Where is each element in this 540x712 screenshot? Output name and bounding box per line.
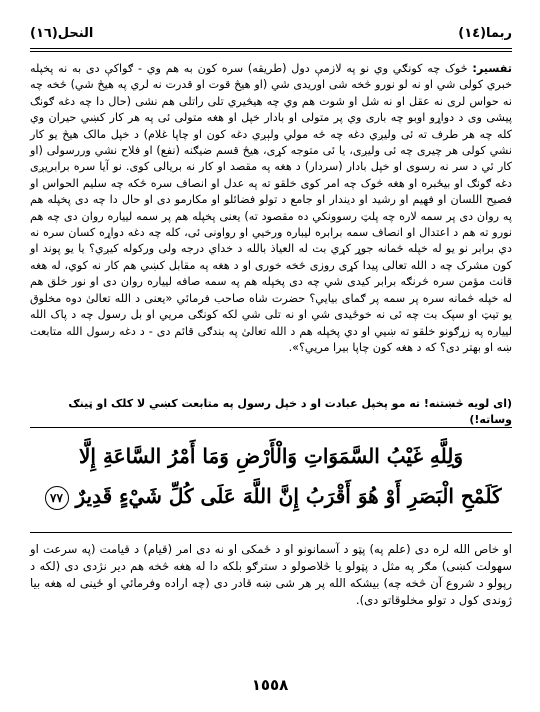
prayer-note: (ای لويه څښتنه! ته مو پخپل عبادت او د خپل رسول په متابعت کښي لا کلک او ټينګ وساته!) bbox=[68, 397, 512, 426]
header-surah-left: النحل(١٦) bbox=[30, 26, 94, 41]
verse-bottom-rule bbox=[30, 532, 512, 533]
translation-block bbox=[30, 541, 512, 609]
tafsir-text: څوک چه کونګي وي نو په لازمې دول (طريقه) سره کون به هم وي - ګواکې دی به نه پخپله خبري کولی شي او نه لو نورو څخه شی اوريدی شي (او هيڅ قوت او قدرت نه لري په هيڅ شي) څخه چه نه حواس لری نه عقل او نه شل او شوت هم وي چه هيڅيري تلی راتلی هم نشی (حال دا چه دغه ګونګ پيشی وی د دواړو اوبو چه باری وي پر متولی او بادار خپل او هغه متولی ئی په هر کار کښي حيران وي کله چه هر طرف ته ئی وليږي دغه چه څه مولي ولېږي دغه کون او چاپا غلام) د خپل مالک هيڅ يو کار نشي کولی هر چيری چه ئی ولیږی، يا ئی متوجه کړی، هيڅ قسم ضيګنه (نفع) او فلاح نشي وررسولی (او کار ئي د سر نه رسوی او خپل بادار (سردار) د هغه په مقصد او کار نه بريالی کوی. نو آيا سره برابريږی دغه ګونګ او بيځبره او هغه څوک چه امر کوی خلقو ته په عدل او انصاف سره څکه چه سليم الحواس او فصيح اللسان او فهيم او رشيد او ديندار او جامع د تولو فضائلو او مکارمو دی او حال دا چه دی پخپله هم په روان دی پر سمه لاره چه پلټ رسوونکي ده مقصود ته) يعنی پخپله هم پر سمه ليياره روان دی چه هم نورو ته هم د اعتدال او انصاف سمه برابره ليباره ورخيي او رواونی ئی، کله چه دغه دواړه کسان سره نه دي برابر نو يو له خپله څمانه جوړ کړي بت له العياذ بالله د خداي درجه ولی ورکوله کیږي؟ يا يو پوند او کون مشرک چه د الله تعالی پيدا کړی روزی څخه خوری او د هغه په مقابل کښي هم کار نه کوي، له هغه قانت مؤمن سره څرنګه برابر کيدی شي چه دی پخپله هم په سمه صافه ليياره روان دی او نور خلق هم له خپله څمانه سره پر سمه پر ګمای بيايي؟ حضرت شاه صاحب فرمائي «يعنی د الله تعالیٰ دوه مخلوق يو تيټ او سپک بت چه ئی نه خوځيدی شي او نه تلی شي لکه کونګی مريي او بل رسول چه د پاک الله ليياره په زړګونو خلقو ته ښيي او دي پخپله هم د الله تعالیٰ په بندګی قائم دی - د دغه رسول الله متابعت ښه او بهتر دی؟ که د هغه کون چاپا بيرا مريي؟». bbox=[30, 62, 512, 354]
quran-verse bbox=[40, 436, 502, 526]
translation-text: او خاص الله لره دی (علم په) پټو د آسمانونو او د ځمکی او نه دی امر (قيام) د قيامت (په سرعت او سهولت کښی) مګر په مثل د پټولو يا څلاصولو د سترګو بلکه دا له هغه څخه هم دير نژدی دی (لکه د رپولو د شروع آن څخه چه) بيشکه الله پر هر شی ښه قادر دی (چه اراده وفرمائي او ځينی له هغه بيا ژوندی کول د تولو مخلوقاتو دی). bbox=[30, 542, 512, 607]
verse-line-1: وَلِلَّهِ غَيْبُ السَّمَوَاتِ وَالْأَرْضِ وَمَا أَمْرُ السَّاعَةِ إِلَّا bbox=[79, 444, 463, 468]
verse-line-2-text: كَلَمْحِ الْبَصَرِ أَوْ هُوَ أَقْرَبُ إِنَّ اللَّهَ عَلَى كُلِّ شَيْءٍ قَدِيرٌ bbox=[75, 484, 502, 508]
ayah-number-marker: ٧٧ bbox=[45, 486, 69, 510]
page-header bbox=[30, 26, 512, 46]
header-rule-thin bbox=[30, 51, 512, 52]
tafsir-block bbox=[30, 61, 512, 356]
header-surah-right: ربما(١٤) bbox=[458, 26, 512, 41]
verse-line-2 bbox=[40, 476, 502, 516]
header-rule bbox=[30, 48, 512, 49]
tafsir-label: تفسير: bbox=[472, 62, 513, 75]
verse-top-rule bbox=[30, 427, 512, 428]
page-number: ١٥٥٨ bbox=[251, 676, 289, 694]
tafsir-paragraph bbox=[30, 61, 512, 356]
